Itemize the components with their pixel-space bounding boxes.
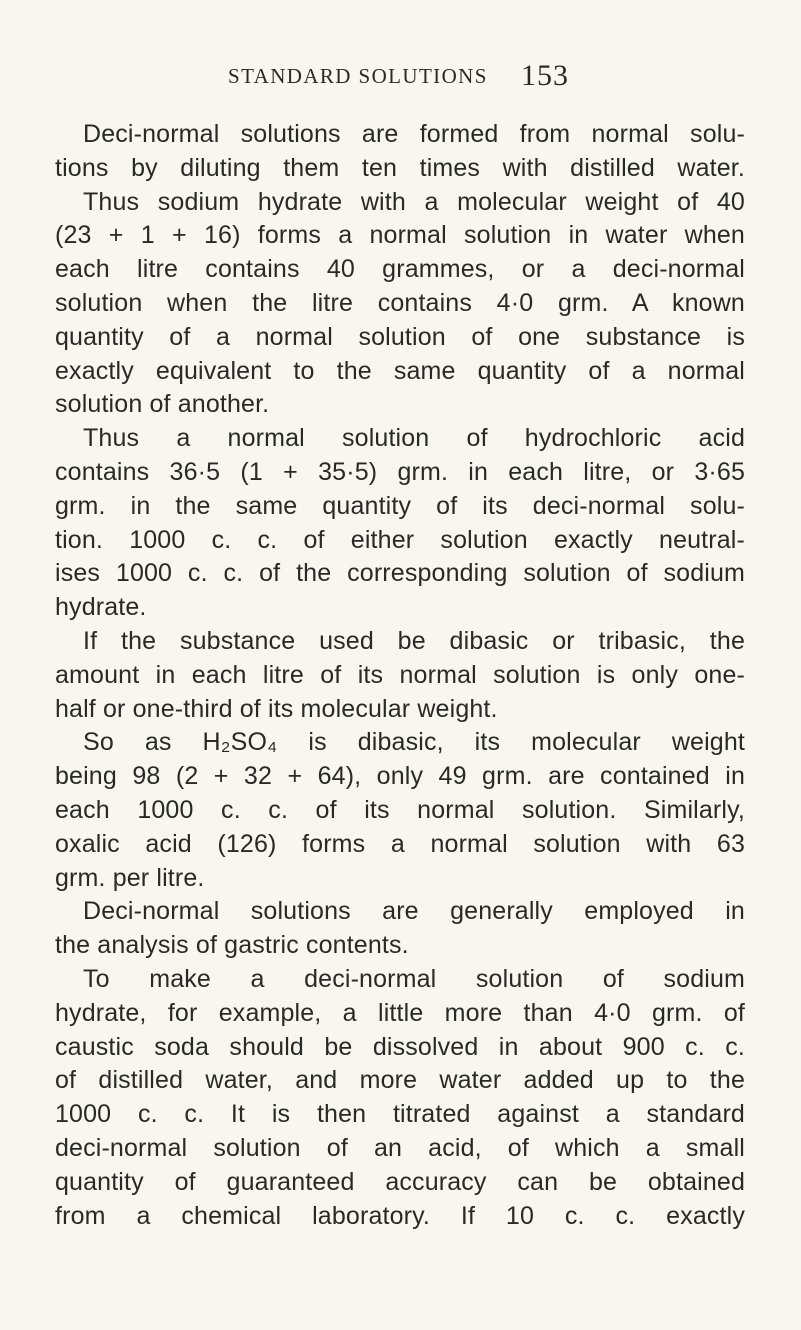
text-line: grm. per litre. — [55, 863, 205, 892]
text-line: Deci-normal solutions are formed from normal solu- — [83, 120, 745, 148]
text-line: Deci-normal solutions are generally employed in — [83, 897, 745, 926]
page-header — [0, 59, 801, 94]
text-line: half or one-third of its molecular weight. — [55, 694, 498, 723]
text-line: of distilled water, and more water added up to the — [55, 1066, 745, 1095]
text-line: deci-normal solution of an acid, of which a small — [55, 1133, 745, 1162]
text-line: the analysis of gastric contents. — [55, 931, 409, 960]
text-line: hydrate, for example, a little more than 4·0 grm. of — [55, 998, 745, 1027]
text-line: each litre contains 40 grammes, or a deci-normal — [55, 255, 745, 284]
text-line: quantity of guaranteed accuracy can be obtained — [55, 1167, 745, 1196]
text-line: quantity of a normal solution of one substance is — [55, 322, 745, 351]
text-line: oxalic acid (126) forms a normal solution with 63 — [55, 829, 745, 858]
text-line: solution of another. — [55, 390, 270, 419]
text-line: (23 + 1 + 16) forms a normal solution in water when — [55, 221, 745, 250]
body-text — [55, 118, 745, 1233]
text-line: If the substance used be dibasic or tribasic, the — [83, 626, 745, 655]
text-line: from a chemical laboratory. If 10 c. c. exactly — [55, 1201, 745, 1230]
text-line: tion. 1000 c. c. of either solution exactly neutral- — [55, 525, 745, 554]
text-line: 1000 c. c. It is then titrated against a standard — [55, 1100, 745, 1129]
text-line: hydrate. — [55, 593, 147, 622]
page-number: 153 — [521, 59, 569, 92]
running-head: STANDARD SOLUTIONS — [228, 64, 488, 88]
text-line: Thus sodium hydrate with a molecular weight of 40 — [83, 187, 745, 216]
text-line: ises 1000 c. c. of the corresponding solution of sodium — [55, 559, 745, 588]
text-line: contains 36·5 (1 + 35·5) grm. in each litre, or 3·65 — [55, 457, 745, 486]
text-line: To make a deci-normal solution of sodium — [83, 964, 745, 993]
text-line: So as H₂SO₄ is dibasic, its molecular weight — [83, 728, 745, 757]
text-line: Thus a normal solution of hydrochloric acid — [83, 424, 745, 453]
text-line: amount in each litre of its normal solution is only one- — [55, 660, 745, 689]
text-line: exactly equivalent to the same quantity of a normal — [55, 356, 745, 385]
text-line: tions by diluting them ten times with distilled water. — [55, 153, 745, 182]
text-line: each 1000 c. c. of its normal solution. Similarly, — [55, 795, 745, 824]
text-line: solution when the litre contains 4·0 grm. A known — [55, 288, 745, 317]
text-line: grm. in the same quantity of its deci-normal solu- — [55, 491, 745, 520]
text-line: caustic soda should be dissolved in about 900 c. c. — [55, 1032, 745, 1061]
text-line: being 98 (2 + 32 + 64), only 49 grm. are contained in — [55, 762, 745, 791]
